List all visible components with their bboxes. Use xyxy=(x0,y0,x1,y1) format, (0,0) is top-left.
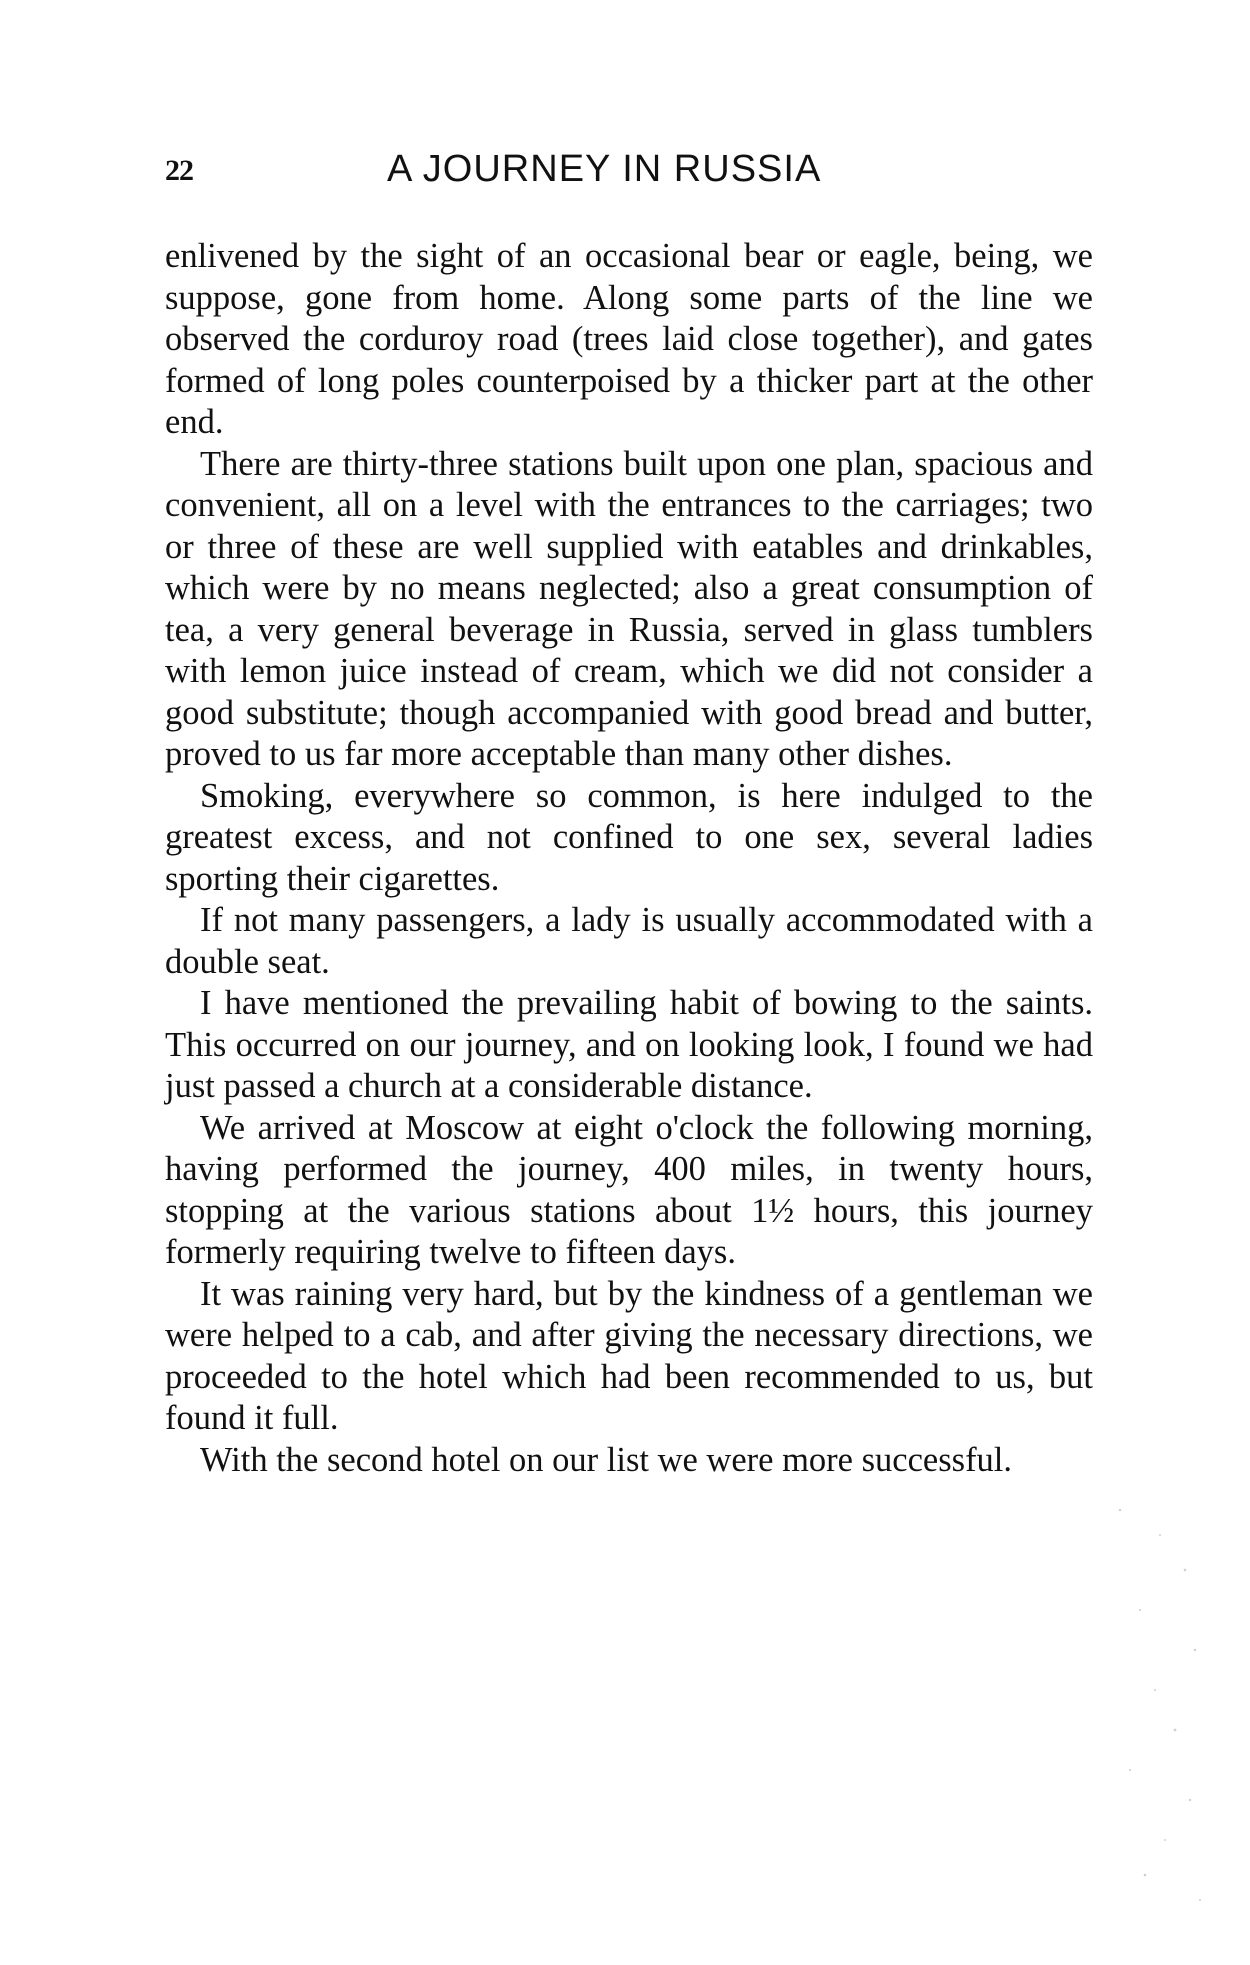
paragraph-second-hotel: With the second hotel on our list we were more successful. xyxy=(200,1440,1013,1479)
page-number: 22 xyxy=(165,154,193,187)
paragraph-arrival: We arrived at Moscow at eight o'clock the following morning, having performed the journey, 400 miles, in twenty hours, stopping at the various stations about 1½ hours, this journey formerly requiring twelve to fifteen days. xyxy=(165,1108,1093,1271)
paragraph-raining: It was raining very hard, but by the kindness of a gentleman we were helped to a cab, and after giving the necessary directions, we proceeded to the hotel which had been recommended to us, but found it full. xyxy=(165,1274,1093,1437)
paragraph-double-seat: If not many passengers, a lady is usually accommodated with a double seat. xyxy=(165,901,1093,981)
body-text xyxy=(165,236,1093,1481)
paragraph-bowing: I have mentioned the prevailing habit of bowing to the saints. This occurred on our journey, and on looking look, I found we had just passed a church at a considerable distance. xyxy=(165,984,1093,1105)
running-head xyxy=(165,148,1090,198)
paragraph-continued: enlivened by the sight of an occasional bear or eagle, being, we suppose, gone from home. Along some parts of the line we observed the corduroy road (trees laid close together), and gates formed of long poles counterpoised by a thicker part at the other end. xyxy=(165,237,1093,441)
paragraph-smoking: Smoking, everywhere so common, is here indulged to the greatest excess, and not confined to one sex, several ladies sporting their cigarettes. xyxy=(165,776,1093,898)
paper-specks xyxy=(1100,1480,1210,1920)
paragraph-stations: There are thirty-three stations built upon one plan, spacious and convenient, all on a level with the entrances to the carriages; two or three of these are well supplied with eatables and drinkables, which were by no means neglected; also a great consumption of tea, a very general beverage in Russia, served in glass tumblers with lemon juice instead of cream, which we did not consider a good substitute; though accompanied with good bread and butter, proved to us far more acceptable than many other dishes. xyxy=(165,444,1093,773)
running-title: A JOURNEY IN RUSSIA xyxy=(387,148,822,190)
